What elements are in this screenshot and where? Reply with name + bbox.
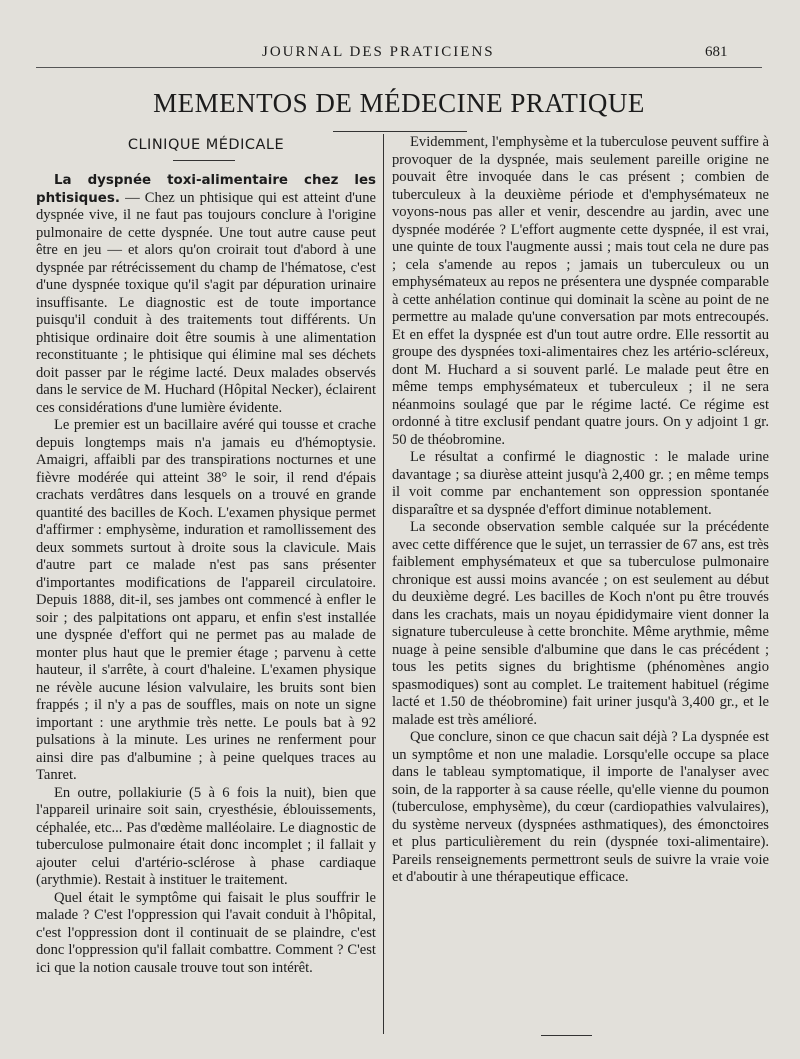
article-paragraph: Quel était le symptôme qui faisait le plus souffrir le malade ? C'est l'oppression qui l'avait conduit à l'hôpital, c'est l'oppression dont il continuait de se plaindre, c'est donc l'oppression qu'il fallait combattre. Comment ? C'est ici que la notion causale trouve tout son intérêt. <box>36 889 376 976</box>
header-rule <box>36 67 762 68</box>
article-paragraph: Que conclure, sinon ce que chacun sait déjà ? La dyspnée est un symptôme et non une maladie. Lorsqu'elle occupe sa place dans le tableau symptomatique, il importe de l'analyser avec soin, de la rapporter à sa cause réelle, qu'elle vienne du poumon (tuberculose, emphysème), du cœur (cardiopathies valvulaires), du système nerveux (dyspnées asthmatiques), des émonctoires et plus particulièrement du rein (dyspnée toxi-alimentaire). Pareils renseignements permettront seuls de suivre la vraie voie et d'aboutir à une thérapeutique efficace. <box>392 729 769 885</box>
paragraph-text: — Chez un phtisique qui est atteint d'une dyspnée vive, il ne faut pas toujours conclure à l'origine pulmonaire de cette dyspnée. Une tout autre cause peut être en jeu — et alors qu'on croirait tout d'abord à une dyspnée par rétrécissement du champ de l'hématose, c'est d'une dyspnée toxique qu'il s'agit par dépuration urinaire insuffisante. Le diagnostic est de toute importance puisqu'il conduit à des traitements tout différents. Un phtisique ordinaire doit être soumis à une alimentation reconstituante ; le phtisique qui élimine mal ses déchets doit passer par le régime lacté. Deux malades observés dans le service de M. Huchard (Hôpital Necker), éclairent ces considérations d'une lumière évidente. <box>36 189 376 416</box>
title-rule <box>333 131 467 132</box>
article-paragraph <box>36 172 376 417</box>
page-title: MEMENTOS DE MÉDECINE PRATIQUE <box>153 88 645 118</box>
page-number: 681 <box>705 44 728 60</box>
left-column <box>36 172 376 977</box>
article-paragraph: Evidemment, l'emphysème et la tuberculose peuvent suffire à provoquer de la dyspnée, mais seulement pareille origine ne pouvait être invoquée dans le cas présent ; combien de tuberculeux à la deuxième période et d'emphysémateux ne voyons-nous pas aller et venir, descendre au jardin, avec une dyspnée modérée ? L'effort augmente cette dyspnée, il est vrai, une quinte de toux l'augmente aussi ; mais tout cela ne dure pas ; cela s'amende au repos ; jamais un tuberculeux ou un emphysémateux au repos ne présentera une dyspnée comparable à cette anhélation continue qui dominait la scène au point de ne permettre au malade qu'une conversation par mots entrecoupés. Et en effet la dyspnée est d'un tout autre ordre. Elle ressortit au groupe des dyspnées toxi-alimentaires chez les artério-scléreux, dont M. Huchard a si souvent parlé. Le malade peut être en même temps emphysémateux et tuberculeux ; il ne sera néanmoins soulagé que par le régime lacté. Ce régime est ordonné à titre exclusif pendant quatre jours. On y adjoint 1 gr. 50 de théobromine. <box>392 134 769 448</box>
article-paragraph: La seconde observation semble calquée sur la précédente avec cette différence que le sujet, un terrassier de 67 ans, est très faiblement emphysémateux et que sa tuberculose pulmonaire chronique est aussi moins avancée ; on est seulement au début du deuxième degré. Les bacilles de Koch n'ont pu être trouvés dans les crachats, mais un noyau épididymaire vient donner la signature tuberculeuse à cette bronchite. Même arythmie, même nuage à peine sensible d'albumine que dans le cas précédent ; tous les petits signes du brightisme (phénomènes angio spasmodiques) sont au complet. Le traitement habituel (régime lacté et 1.50 de théobromine) fait uriner jusqu'à 3,400 gr., et le malade est très amélioré. <box>392 519 769 728</box>
article-paragraph: Le premier est un bacillaire avéré qui tousse et crache depuis longtemps mais n'a jamais eu d'hémoptysie. Amaigri, affaibli par des transpirations nocturnes et une fièvre modérée qui atteint 38° le soir, il rend d'épais crachats verdâtres dans lesquels on a trouvé en grande quantité des bacilles de Koch. L'examen physique permet d'affirmer : emphysème, induration et ramollissement des deux sommets surtout à droite sous la clavicule. Mais d'autre part ce malade n'est pas sans présenter d'importantes modifications de l'appareil circulatoire. Depuis 1888, dit-il, ses jambes ont commencé à enfler le soir ; des palpitations ont apparu, et enfin s'est installée une dyspnée d'effort qui ne permet pas au malade de monter plus haut que le premier étage ; parvenu à cette hauteur, il s'arrête, à court d'haleine. L'examen physique ne révèle aucune lésion valvulaire, les bruits sont bien frappés ; il n'y a pas de souffles, mais on note un signe important : une arythmie très nette. Le pouls bat à 92 pulsations à la minute. Les urines ne renferment pour ainsi dire pas d'albumine ; à peine quelques traces au Tanret. <box>36 417 376 783</box>
article-paragraph: Le résultat a confirmé le diagnostic : le malade urine davantage ; sa diurèse atteint jusqu'à 2,400 gr. ; en même temps il voit comme par enchantement son oppression spontanée disparaître et sa dyspnée d'effort diminue notablement. <box>392 449 769 518</box>
journal-name: JOURNAL DES PRATICIENS <box>262 44 495 60</box>
section-heading-rule <box>173 160 235 161</box>
topic-title: La dyspnée toxi-alimentaire chez les phtisiques. <box>36 173 376 206</box>
article-paragraph: En outre, pollakiurie (5 à 6 fois la nuit), bien que l'appareil urinaire soit sain, cryesthésie, éblouissements, céphalée, etc... Pas d'œdème malléolaire. Le diagnostic de tuberculose pulmonaire était donc incomplet ; il fallait y ajouter celui d'artério-sclérose à phase cardiaque (arythmie). Restait à instituer le traitement. <box>36 784 376 888</box>
article-end-rule <box>541 1035 592 1036</box>
right-column <box>392 134 769 887</box>
section-heading: CLINIQUE MÉDICALE <box>127 137 285 153</box>
column-divider <box>383 134 384 1034</box>
running-header <box>0 44 800 64</box>
